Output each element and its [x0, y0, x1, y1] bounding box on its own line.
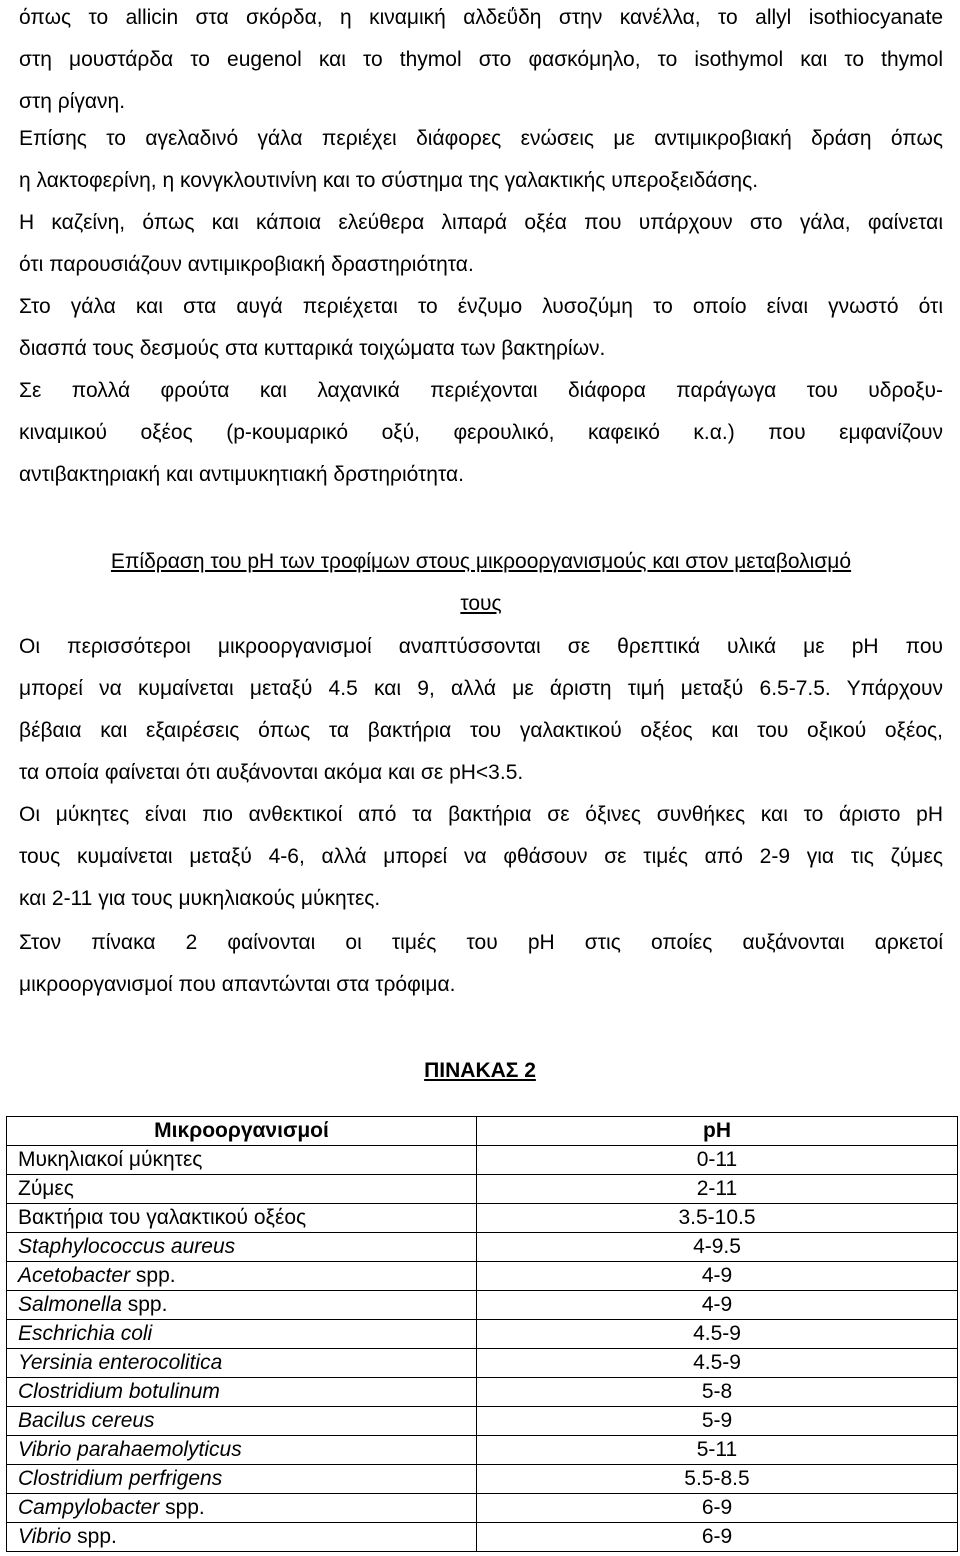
paragraph-line: Στον πίνακα 2 φαίνονται οι τιμές του pH στις οποίες αυξάνονται αρκετοί [19, 931, 943, 954]
paragraph-line: ότι παρουσιάζουν αντιμικροβιακή δραστηριότητα. [19, 253, 474, 276]
ph-value-cell: 6-9 [477, 1523, 958, 1552]
table-row [7, 1291, 958, 1320]
microorganism-species: Yersinia enterocolitica [18, 1351, 223, 1374]
microorganism-cell [7, 1349, 477, 1378]
ph-value-cell: 6-9 [477, 1494, 958, 1523]
column-header-ph: pH [477, 1117, 958, 1146]
ph-value-cell: 5-9 [477, 1407, 958, 1436]
microorganism-species: Bacilus cereus [18, 1409, 155, 1432]
ph-value-cell: 4-9 [477, 1291, 958, 1320]
microorganism-cell [7, 1146, 477, 1175]
microorganism-cell [7, 1465, 477, 1494]
microorganism-species: Clostridium botulinum [18, 1380, 220, 1403]
table-row [7, 1523, 958, 1552]
ph-value-cell: 3.5-10.5 [477, 1204, 958, 1233]
column-header-microorganisms: Μικροοργανισμοί [7, 1117, 477, 1146]
paragraph-line: βέβαια και εξαιρέσεις όπως τα βακτήρια του γαλακτικού οξέος και του οξικού οξέος, [19, 719, 943, 742]
table-row [7, 1378, 958, 1407]
table-row [7, 1465, 958, 1494]
ph-value-cell: 5.5-8.5 [477, 1465, 958, 1494]
paragraph-line: αντιβακτηριακή και αντιμυκητιακή δρστηριότητα. [19, 463, 464, 486]
table-row [7, 1349, 958, 1378]
paragraph-line: τους κυμαίνεται μεταξύ 4-6, αλλά μπορεί να φθάσουν σε τιμές από 2-9 για τις ζύμες [19, 845, 943, 868]
microorganism-cell [7, 1175, 477, 1204]
microorganism-suffix: spp. [121, 1293, 168, 1316]
microorganism-suffix: spp. [159, 1496, 205, 1519]
microorganism-cell [7, 1523, 477, 1552]
paragraph-line: στη ρίγανη. [19, 90, 126, 113]
microorganism-species: Vibrio [18, 1525, 72, 1548]
ph-value-cell: 5-8 [477, 1378, 958, 1407]
microorganism-cell [7, 1407, 477, 1436]
section-heading-line: τους [460, 592, 502, 615]
table-row [7, 1175, 958, 1204]
microorganism-name: Μυκηλιακοί μύκητες [18, 1148, 203, 1171]
microorganism-species: Salmonella [18, 1293, 122, 1316]
paragraph-line: Σε πολλά φρούτα και λαχανικά περιέχονται διάφορα παράγωγα του υδροξυ- [19, 379, 943, 402]
microorganism-cell [7, 1320, 477, 1349]
table-row [7, 1320, 958, 1349]
microorganism-species: Vibrio parahaemolyticus [18, 1438, 242, 1461]
paragraph-table-intro [19, 922, 943, 1006]
table-row [7, 1436, 958, 1465]
table-row [7, 1262, 958, 1291]
paragraph-line: μικροοργανισμοί που απαντώνται στα τρόφιμα. [19, 973, 456, 996]
microorganism-suffix: spp. [71, 1525, 117, 1548]
paragraph-line: διασπά τους δεσμούς στα κυτταρικά τοιχώματα των βακτηρίων. [19, 337, 606, 360]
paragraph-ph-range [19, 626, 943, 794]
ph-value-cell: 4-9 [477, 1262, 958, 1291]
paragraph-line: και 2-11 για τους μυκηλιακούς μύκητες. [19, 887, 381, 910]
microorganism-species: Acetobacter [18, 1264, 131, 1287]
microorganism-cell [7, 1291, 477, 1320]
paragraph-line: μπορεί να κυμαίνεται μεταξύ 4.5 και 9, αλλά με άριστη τιμή μεταξύ 6.5-7.5. Υπάρχουν [19, 677, 943, 700]
table-row [7, 1233, 958, 1262]
table-row [7, 1204, 958, 1233]
section-heading-line: Επίδραση του pH των τροφίμων στους μικροοργανισμούς και στον μεταβολισμό [110, 550, 852, 573]
ph-table [6, 1116, 958, 1552]
microorganism-cell [7, 1233, 477, 1262]
table-title: ΠΙΝΑΚΑΣ 2 [424, 1059, 536, 1082]
microorganism-suffix: spp. [130, 1264, 176, 1287]
table-row [7, 1494, 958, 1523]
paragraph-casein [19, 202, 943, 286]
paragraph-line: Η καζείνη, όπως και κάποια ελεύθερα λιπαρά οξέα που υπάρχουν στο γάλα, φαίνεται [19, 211, 943, 234]
ph-value-cell: 4-9.5 [477, 1233, 958, 1262]
paragraph-line: Οι περισσότεροι μικροοργανισμοί αναπτύσσονται σε θρεπτικά υλικά με pH που [19, 635, 943, 658]
ph-value-cell: 5-11 [477, 1436, 958, 1465]
ph-value-cell: 4.5-9 [477, 1349, 958, 1378]
microorganism-species: Clostridium perfrigens [18, 1467, 223, 1490]
paragraph-line: στη μουστάρδα το eugenol και το thymol στο φασκόμηλο, το isothymol και το thymol [19, 48, 943, 71]
paragraph-spices [19, 0, 943, 123]
microorganism-species: Campylobacter [18, 1496, 160, 1519]
microorganism-cell [7, 1494, 477, 1523]
paragraph-lysozyme [19, 286, 943, 370]
microorganism-cell [7, 1262, 477, 1291]
microorganism-cell [7, 1436, 477, 1465]
microorganism-name: Ζύμες [18, 1177, 74, 1200]
paragraph-line: Οι μύκητες είναι πιο ανθεκτικοί από τα βακτήρια σε όξινες συνθήκες και το άριστο pH [19, 803, 943, 826]
microorganism-species: Eschrichia coli [18, 1322, 153, 1345]
paragraph-line: Στο γάλα και στα αυγά περιέχεται το ένζυμο λυσοζύμη το οποίο είναι γνωστό ότι [19, 295, 943, 318]
section-heading [19, 541, 943, 625]
ph-value-cell: 2-11 [477, 1175, 958, 1204]
microorganism-cell [7, 1378, 477, 1407]
paragraph-line: όπως το allicin στα σκόρδα, η κιναμική αλδεΰδη στην κανέλλα, το allyl isothiocyanate [19, 6, 943, 29]
table-row [7, 1407, 958, 1436]
table-row [7, 1146, 958, 1175]
microorganism-name: Βακτήρια του γαλακτικού οξέος [18, 1206, 307, 1229]
table-header-row [7, 1117, 958, 1146]
paragraph-line: κιναμικού οξέος (p-κουμαρικό οξύ, φερουλικό, καφεικό κ.α.) που εμφανίζουν [19, 421, 943, 444]
ph-value-cell: 4.5-9 [477, 1320, 958, 1349]
ph-value-cell: 0-11 [477, 1146, 958, 1175]
paragraph-line: η λακτοφερίνη, η κονγκλουτινίνη και το σύστημα της γαλακτικής υπεροξειδάσης. [19, 169, 759, 192]
paragraph-line: τα οποία φαίνεται ότι αυξάνονται ακόμα και σε pH<3.5. [19, 761, 524, 784]
microorganism-cell [7, 1204, 477, 1233]
paragraph-fruits [19, 370, 943, 496]
paragraph-fungi [19, 794, 943, 920]
paragraph-milk-compounds [19, 118, 943, 202]
microorganism-species: Staphylococcus aureus [18, 1235, 236, 1258]
paragraph-line: Επίσης το αγελαδινό γάλα περιέχει διάφορες ενώσεις με αντιμικροβιακή δράση όπως [19, 127, 943, 150]
